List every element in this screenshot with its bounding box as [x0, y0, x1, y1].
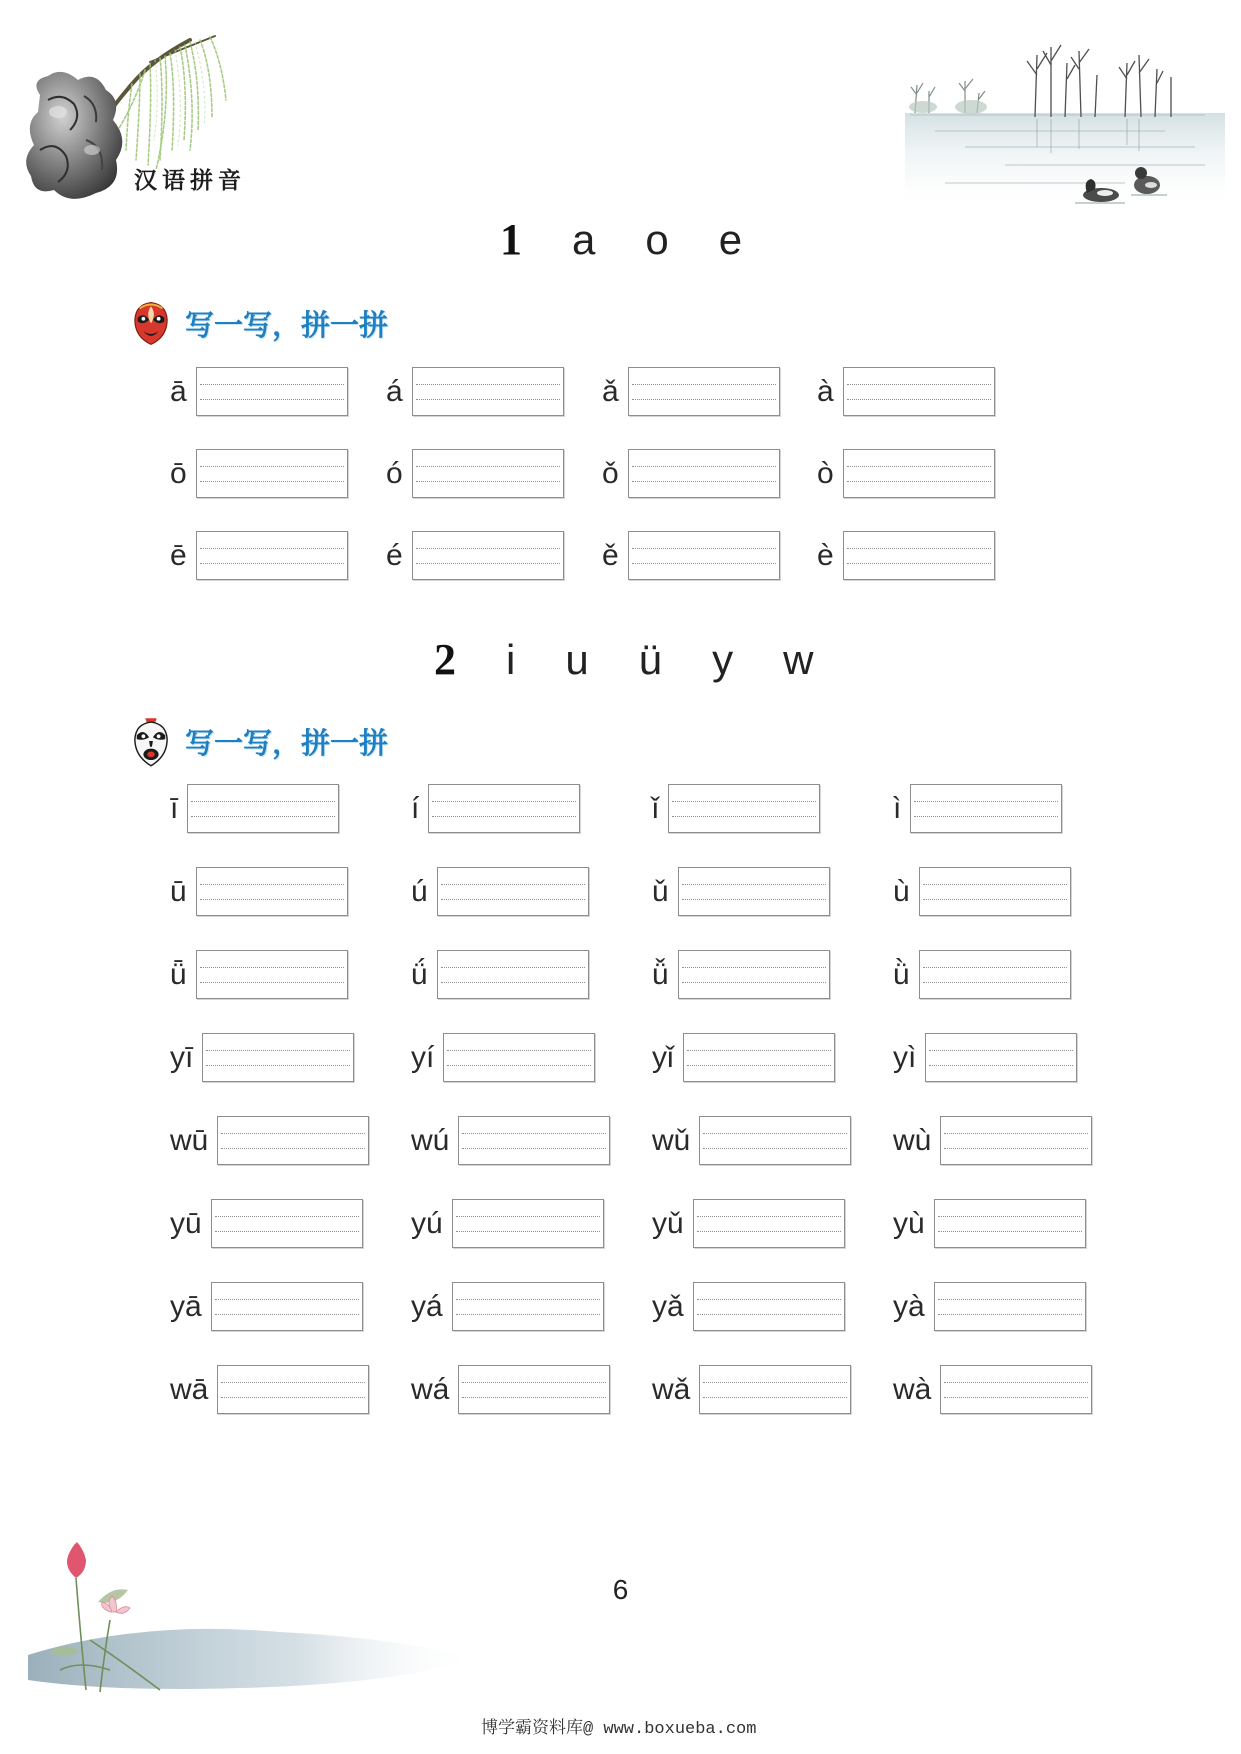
pinyin-syllable: ě — [602, 539, 619, 572]
writing-guide-line — [847, 481, 991, 482]
writing-box — [412, 449, 564, 498]
writing-guide-line — [215, 1231, 359, 1232]
writing-guide-line — [938, 1231, 1082, 1232]
writing-box — [678, 867, 830, 916]
writing-guide-line — [847, 548, 991, 549]
pinyin-syllable: yǎ — [652, 1290, 684, 1323]
writing-guide-line — [206, 1065, 350, 1066]
lesson-number: 1 — [500, 215, 522, 264]
lesson-1-pinyin-grid — [0, 367, 1241, 580]
exercise-title: 写一写，拼一拼 — [185, 308, 389, 342]
pinyin-syllable: yì — [893, 1041, 917, 1074]
opera-mask-white-icon — [132, 716, 170, 768]
writing-guide-line — [462, 1133, 606, 1134]
writing-box — [437, 950, 589, 999]
writing-box — [412, 367, 564, 416]
writing-guide-line — [447, 1050, 591, 1051]
page-number: 6 — [612, 1574, 629, 1605]
writing-guide-line — [703, 1382, 847, 1383]
writing-box — [678, 950, 830, 999]
writing-guide-line — [847, 384, 991, 385]
writing-guide-line — [441, 884, 585, 885]
writing-box — [437, 867, 589, 916]
writing-guide-line — [221, 1148, 365, 1149]
writing-guide-line — [200, 884, 344, 885]
writing-guide-line — [703, 1397, 847, 1398]
lotus-bud — [67, 1542, 86, 1578]
writing-guide-line — [682, 982, 826, 983]
pinyin-syllable: ú — [411, 875, 428, 908]
pond-water — [28, 1629, 480, 1689]
writing-box — [217, 1116, 369, 1165]
writing-box — [211, 1282, 363, 1331]
writing-guide-line — [687, 1050, 831, 1051]
writing-guide-line — [632, 563, 776, 564]
pinyin-syllable: yù — [893, 1207, 925, 1240]
writing-guide-line — [923, 967, 1067, 968]
writing-box — [683, 1033, 835, 1082]
writing-guide-line — [441, 982, 585, 983]
pinyin-syllable: yú — [411, 1207, 443, 1240]
pinyin-syllable: ǐ — [652, 792, 659, 825]
writing-box — [940, 1365, 1092, 1414]
writing-box — [196, 367, 348, 416]
pinyin-cell — [170, 1033, 354, 1082]
writing-guide-line — [441, 967, 585, 968]
writing-guide-line — [416, 399, 560, 400]
pinyin-syllable: ǔ — [652, 875, 669, 908]
opera-mask-red-icon — [132, 300, 170, 347]
writing-guide-line — [206, 1050, 350, 1051]
pinyin-syllable: ǎ — [602, 375, 619, 408]
pinyin-syllable: yī — [170, 1041, 194, 1074]
pinyin-syllable: wà — [893, 1373, 932, 1406]
pinyin-syllable: ò — [817, 457, 834, 490]
pinyin-cell — [893, 1282, 1086, 1331]
pinyin-cell — [817, 367, 995, 416]
writing-box — [412, 531, 564, 580]
writing-box — [843, 531, 995, 580]
pinyin-cell — [893, 1116, 1092, 1165]
series-title: 汉语拼音 — [134, 167, 246, 194]
writing-box — [458, 1116, 610, 1165]
pinyin-syllable: í — [411, 792, 420, 825]
pinyin-cell — [602, 449, 780, 498]
writing-guide-line — [944, 1397, 1088, 1398]
rock — [26, 72, 122, 199]
writing-guide-line — [672, 816, 816, 817]
writing-box — [628, 367, 780, 416]
writing-guide-line — [221, 1382, 365, 1383]
writing-guide-line — [923, 899, 1067, 900]
pinyin-cell — [411, 1365, 610, 1414]
pinyin-syllable: yí — [411, 1041, 435, 1074]
pinyin-row — [0, 950, 1241, 999]
lake-landscape-illustration — [905, 35, 1225, 225]
pinyin-cell — [893, 784, 1062, 833]
pinyin-syllable: ā — [170, 375, 187, 408]
pinyin-syllable: ū — [170, 875, 187, 908]
writing-guide-line — [416, 466, 560, 467]
writing-guide-line — [462, 1382, 606, 1383]
lesson-letter: i — [506, 636, 516, 683]
pinyin-cell — [170, 1282, 363, 1331]
writing-box — [458, 1365, 610, 1414]
pinyin-syllable: ī — [170, 792, 179, 825]
writing-box — [843, 449, 995, 498]
pinyin-row — [0, 1282, 1241, 1331]
pinyin-cell — [652, 1033, 835, 1082]
writing-guide-line — [416, 384, 560, 385]
pinyin-syllable: ǘ — [411, 958, 428, 991]
writing-guide-line — [929, 1050, 1073, 1051]
pinyin-cell — [893, 950, 1071, 999]
pinyin-syllable: wǔ — [652, 1124, 691, 1157]
writing-box — [196, 531, 348, 580]
writing-guide-line — [697, 1314, 841, 1315]
lesson-number: 2 — [434, 635, 456, 684]
pinyin-cell — [386, 449, 564, 498]
writing-box — [196, 867, 348, 916]
writing-box — [196, 449, 348, 498]
footer-watermark: 博学霸资料库@ www.boxueba.com — [481, 1720, 757, 1739]
pinyin-syllable: yǐ — [652, 1041, 674, 1074]
pinyin-cell — [170, 867, 348, 916]
pinyin-syllable: wǎ — [652, 1373, 691, 1406]
pinyin-cell — [170, 950, 348, 999]
writing-guide-line — [914, 816, 1058, 817]
pinyin-cell — [411, 784, 580, 833]
pinyin-syllable: ó — [386, 457, 403, 490]
writing-guide-line — [682, 884, 826, 885]
pinyin-syllable: ì — [893, 792, 902, 825]
lesson-letter: u — [565, 636, 589, 683]
pinyin-cell — [817, 449, 995, 498]
writing-guide-line — [200, 982, 344, 983]
lesson-letter: w — [783, 636, 814, 683]
pinyin-cell — [411, 867, 589, 916]
writing-guide-line — [703, 1148, 847, 1149]
pinyin-cell — [386, 531, 564, 580]
writing-box — [428, 784, 580, 833]
pinyin-cell — [652, 867, 830, 916]
writing-guide-line — [697, 1299, 841, 1300]
writing-guide-line — [215, 1299, 359, 1300]
distant-bushes — [909, 79, 987, 114]
pinyin-cell — [411, 950, 589, 999]
writing-guide-line — [462, 1148, 606, 1149]
writing-box — [196, 950, 348, 999]
writing-guide-line — [200, 967, 344, 968]
writing-guide-line — [682, 899, 826, 900]
pinyin-cell — [652, 1365, 851, 1414]
writing-guide-line — [221, 1397, 365, 1398]
writing-guide-line — [847, 563, 991, 564]
writing-box — [443, 1033, 595, 1082]
writing-guide-line — [632, 481, 776, 482]
writing-guide-line — [847, 399, 991, 400]
pinyin-row — [0, 449, 1241, 498]
writing-guide-line — [929, 1065, 1073, 1066]
pinyin-cell — [652, 950, 830, 999]
bare-trees — [1027, 45, 1171, 117]
writing-guide-line — [416, 481, 560, 482]
writing-guide-line — [416, 563, 560, 564]
writing-guide-line — [200, 899, 344, 900]
pinyin-cell — [411, 1199, 604, 1248]
pinyin-cell — [602, 367, 780, 416]
writing-guide-line — [416, 548, 560, 549]
pinyin-syllable: yá — [411, 1290, 443, 1323]
pinyin-cell — [893, 1365, 1092, 1414]
pinyin-row — [0, 1033, 1241, 1082]
writing-guide-line — [632, 384, 776, 385]
pinyin-row — [0, 531, 1241, 580]
writing-guide-line — [432, 801, 576, 802]
pinyin-syllable: ù — [893, 875, 910, 908]
writing-box — [202, 1033, 354, 1082]
writing-guide-line — [632, 466, 776, 467]
lesson-letter: o — [645, 216, 669, 263]
pinyin-syllable: wú — [411, 1124, 450, 1157]
writing-guide-line — [221, 1133, 365, 1134]
writing-guide-line — [447, 1065, 591, 1066]
writing-box — [934, 1199, 1086, 1248]
pinyin-cell — [411, 1282, 604, 1331]
water-surface — [905, 113, 1225, 213]
pinyin-cell — [170, 449, 348, 498]
writing-box — [628, 449, 780, 498]
writing-guide-line — [632, 399, 776, 400]
writing-guide-line — [914, 801, 1058, 802]
writing-guide-line — [191, 816, 335, 817]
writing-box — [668, 784, 820, 833]
pinyin-cell — [652, 1199, 845, 1248]
writing-guide-line — [938, 1314, 1082, 1315]
pinyin-syllable: yà — [893, 1290, 925, 1323]
pinyin-cell — [170, 531, 348, 580]
pinyin-syllable: ǚ — [652, 958, 669, 991]
pinyin-cell — [652, 1116, 851, 1165]
writing-guide-line — [923, 982, 1067, 983]
exercise-title: 写一写，拼一拼 — [185, 726, 389, 760]
pinyin-syllable: ō — [170, 457, 187, 490]
pinyin-syllable: ē — [170, 539, 187, 572]
writing-guide-line — [200, 399, 344, 400]
pinyin-syllable: yǔ — [652, 1207, 684, 1240]
writing-guide-line — [200, 384, 344, 385]
pinyin-cell — [411, 1116, 610, 1165]
writing-guide-line — [456, 1216, 600, 1217]
lotus-pond-illustration — [20, 1520, 490, 1710]
writing-box — [910, 784, 1062, 833]
lesson-2-title — [434, 634, 813, 686]
writing-guide-line — [944, 1148, 1088, 1149]
lesson-letter: y — [712, 636, 734, 683]
pinyin-syllable: ǜ — [893, 958, 910, 991]
writing-guide-line — [847, 466, 991, 467]
writing-guide-line — [200, 548, 344, 549]
pinyin-cell — [893, 1199, 1086, 1248]
writing-box — [843, 367, 995, 416]
pinyin-syllable: wá — [411, 1373, 450, 1406]
writing-box — [693, 1282, 845, 1331]
writing-guide-line — [456, 1314, 600, 1315]
pinyin-cell — [893, 867, 1071, 916]
pinyin-cell — [652, 1282, 845, 1331]
writing-box — [934, 1282, 1086, 1331]
pinyin-row — [0, 1116, 1241, 1165]
writing-guide-line — [200, 466, 344, 467]
pinyin-cell — [652, 784, 820, 833]
writing-guide-line — [191, 801, 335, 802]
pinyin-syllable: ǖ — [170, 958, 187, 991]
pinyin-row — [0, 1365, 1241, 1414]
pinyin-row — [0, 367, 1241, 416]
writing-box — [628, 531, 780, 580]
writing-box — [699, 1116, 851, 1165]
writing-guide-line — [697, 1231, 841, 1232]
pinyin-row — [0, 1199, 1241, 1248]
writing-guide-line — [200, 481, 344, 482]
writing-box — [452, 1199, 604, 1248]
pinyin-cell — [411, 1033, 595, 1082]
pinyin-syllable: ǒ — [602, 457, 619, 490]
writing-guide-line — [632, 548, 776, 549]
writing-guide-line — [215, 1216, 359, 1217]
pinyin-cell — [170, 784, 339, 833]
writing-box — [693, 1199, 845, 1248]
writing-guide-line — [687, 1065, 831, 1066]
writing-guide-line — [200, 563, 344, 564]
writing-box — [217, 1365, 369, 1414]
writing-box — [925, 1033, 1077, 1082]
writing-box — [187, 784, 339, 833]
pinyin-cell — [170, 1365, 369, 1414]
writing-guide-line — [703, 1133, 847, 1134]
writing-guide-line — [938, 1216, 1082, 1217]
writing-box — [211, 1199, 363, 1248]
writing-guide-line — [456, 1299, 600, 1300]
writing-guide-line — [441, 899, 585, 900]
writing-guide-line — [944, 1133, 1088, 1134]
pinyin-syllable: wū — [170, 1124, 209, 1157]
pinyin-cell — [817, 531, 995, 580]
pinyin-syllable: è — [817, 539, 834, 572]
writing-box — [919, 867, 1071, 916]
pinyin-syllable: yū — [170, 1207, 202, 1240]
pinyin-syllable: wā — [170, 1373, 209, 1406]
pinyin-cell — [386, 367, 564, 416]
pinyin-cell — [893, 1033, 1077, 1082]
lesson-letter: ü — [638, 636, 663, 683]
writing-guide-line — [923, 884, 1067, 885]
writing-guide-line — [672, 801, 816, 802]
writing-guide-line — [432, 816, 576, 817]
pinyin-row — [0, 867, 1241, 916]
writing-guide-line — [938, 1299, 1082, 1300]
pinyin-syllable: wù — [893, 1124, 932, 1157]
writing-guide-line — [944, 1382, 1088, 1383]
writing-guide-line — [462, 1397, 606, 1398]
writing-box — [919, 950, 1071, 999]
pinyin-row — [0, 784, 1241, 833]
lesson-2-pinyin-grid — [0, 784, 1241, 1414]
writing-guide-line — [697, 1216, 841, 1217]
writing-guide-line — [682, 967, 826, 968]
writing-guide-line — [215, 1314, 359, 1315]
pinyin-cell — [170, 1116, 369, 1165]
pinyin-cell — [170, 367, 348, 416]
pinyin-cell — [170, 1199, 363, 1248]
lesson-letter: a — [572, 216, 596, 263]
lesson-letter: e — [718, 216, 743, 263]
pinyin-syllable: á — [386, 375, 403, 408]
lesson-1-title — [500, 214, 742, 266]
pinyin-syllable: é — [386, 539, 403, 572]
writing-box — [699, 1365, 851, 1414]
writing-guide-line — [456, 1231, 600, 1232]
pinyin-syllable: à — [817, 375, 834, 408]
pinyin-syllable: yā — [170, 1290, 202, 1323]
writing-box — [940, 1116, 1092, 1165]
pinyin-cell — [602, 531, 780, 580]
writing-box — [452, 1282, 604, 1331]
